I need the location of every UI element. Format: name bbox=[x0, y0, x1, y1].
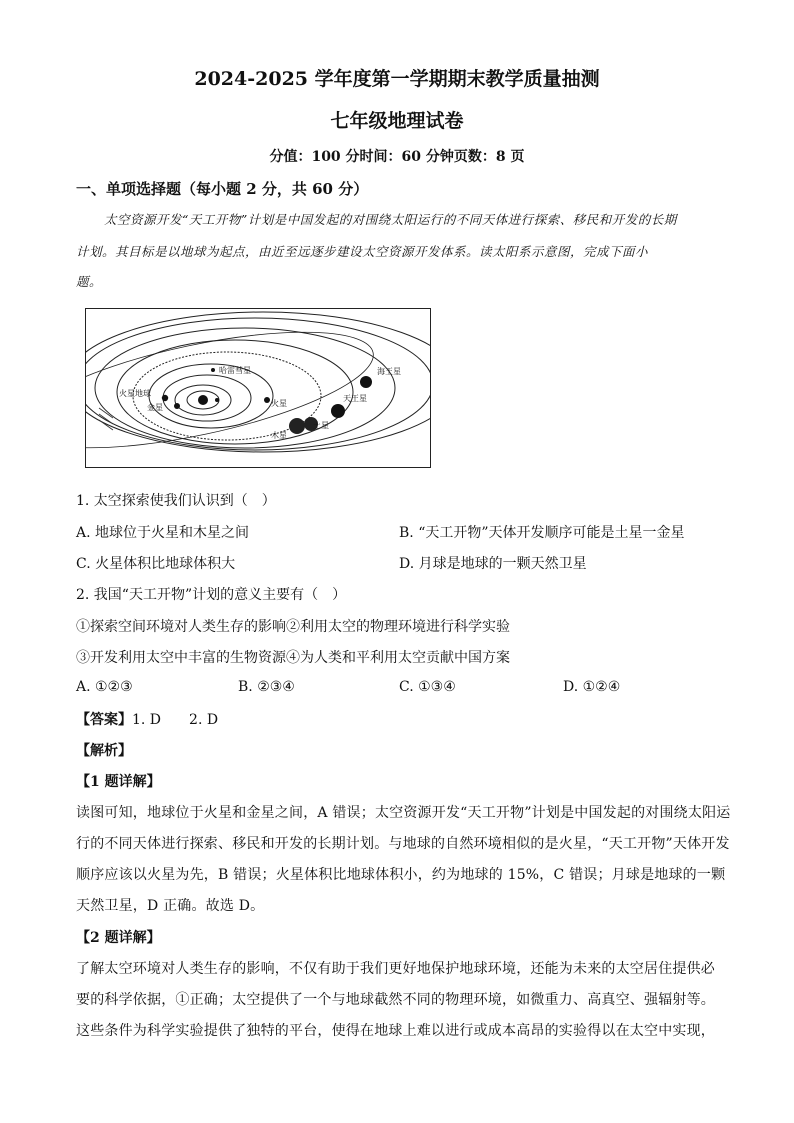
q1-analysis-line: 天然卫星，D 正确。故选 D。 bbox=[76, 898, 265, 914]
mars-icon bbox=[264, 397, 270, 403]
earth-icon bbox=[162, 395, 168, 401]
q1-option-b[interactable]: B. “天工开物”天体开发顺序可能是土星一金星 bbox=[399, 525, 685, 541]
q1-option-a[interactable]: A. 地球位于火星和木星之间 bbox=[76, 525, 250, 541]
exam-title: 2024-2025 学年度第一学期期末教学质量抽测 bbox=[194, 68, 600, 90]
q2-option-a[interactable]: A. ①②③ bbox=[76, 679, 133, 695]
q2-option-c[interactable]: C. ①③④ bbox=[399, 679, 456, 695]
passage-line: 题。 bbox=[76, 274, 103, 289]
sun-icon bbox=[198, 395, 208, 405]
q2-analysis-line: 要的科学依据，①正确；太空提供了一个与地球截然不同的物理环境，如微重力、高真空、强辐射等。 bbox=[76, 992, 715, 1008]
q2-stem: 2. 我国“天工开物”计划的意义主要有（ ） bbox=[76, 587, 347, 603]
mercury-icon bbox=[215, 398, 219, 402]
label-comet: 哈雷彗星 bbox=[219, 366, 251, 375]
q2-analysis-line: 了解太空环境对人类生存的影响，不仅有助于我们更好地保护地球环境，还能为未来的太空居住提供必 bbox=[76, 961, 715, 977]
analysis-label: 【解析】 bbox=[76, 743, 132, 759]
q1-analysis-heading: 【1 题详解】 bbox=[76, 774, 161, 790]
solar-system-diagram bbox=[85, 308, 431, 468]
q1-analysis-line: 读图可知，地球位于火星和金星之间，A 错误；太空资源开发“天工开物”计划是中国发起的对围绕太阳运 bbox=[76, 805, 731, 821]
label-jupiter: 木星 bbox=[271, 431, 287, 440]
q1-stem: 1. 太空探索使我们认识到（ ） bbox=[76, 493, 276, 509]
q1-analysis-line: 行的不同天体进行探索、移民和开发的长期计划。与地球的自然环境相似的是火星，“天工开物”天体开发 bbox=[76, 836, 730, 852]
answer-text: 1. D 2. D bbox=[132, 712, 219, 728]
comet-icon bbox=[211, 368, 215, 372]
label-neptune: 海王星 bbox=[377, 367, 401, 376]
label-uranus: 天王星 bbox=[343, 394, 367, 403]
q1-option-d[interactable]: D. 月球是地球的一颗天然卫星 bbox=[399, 556, 587, 572]
exam-subtitle: 七年级地理试卷 bbox=[330, 110, 464, 132]
label-mars: 火星 bbox=[271, 399, 287, 408]
q2-analysis-line: 这些条件为科学实验提供了独特的平台，使得在地球上难以进行或成本高昂的实验得以在太空中实现， bbox=[76, 1023, 715, 1039]
jupiter-icon bbox=[289, 418, 305, 434]
label-earth: 地球 bbox=[135, 389, 151, 398]
label-venus: 金星 bbox=[147, 403, 163, 412]
answer-row bbox=[76, 709, 218, 729]
solar-system-figure bbox=[85, 308, 431, 468]
q2-statement-line: ③开发利用太空中丰富的生物资源④为人类和平利用太空贡献中国方案 bbox=[76, 650, 510, 666]
passage-line: 太空资源开发“天工开物”计划是中国发起的对围绕太阳运行的不同天体进行探索、移民和开发的长期 bbox=[104, 212, 677, 227]
section-heading: 一、单项选择题（每小题 2 分，共 60 分） bbox=[76, 180, 369, 198]
venus-icon bbox=[174, 403, 180, 409]
q2-analysis-heading: 【2 题详解】 bbox=[76, 930, 161, 946]
passage-line: 计划。其目标是以地球为起点，由近至远逐步建设太空资源开发体系。读太阳系示意图，完成下面小 bbox=[76, 244, 649, 259]
q2-option-b[interactable]: B. ②③④ bbox=[238, 679, 295, 695]
exam-meta: 分值：100 分时间：60 分钟页数：8 页 bbox=[269, 149, 525, 165]
label-mars-outer: 火星 bbox=[119, 389, 135, 398]
answer-label: 【答案】 bbox=[76, 712, 132, 728]
q1-option-c[interactable]: C. 火星体积比地球体积大 bbox=[76, 556, 236, 572]
q2-option-d[interactable]: D. ①②④ bbox=[563, 679, 621, 695]
uranus-icon bbox=[331, 404, 345, 418]
label-saturn: 土星 bbox=[313, 421, 329, 430]
neptune-icon bbox=[360, 376, 372, 388]
q2-statement-line: ①探索空间环境对人类生存的影响②利用太空的物理环境进行科学实验 bbox=[76, 619, 510, 635]
q1-analysis-line: 顺序应该以火星为先，B 错误；火星体积比地球体积小，约为地球的 15%，C 错误；月球是地球的一颗 bbox=[76, 867, 726, 883]
